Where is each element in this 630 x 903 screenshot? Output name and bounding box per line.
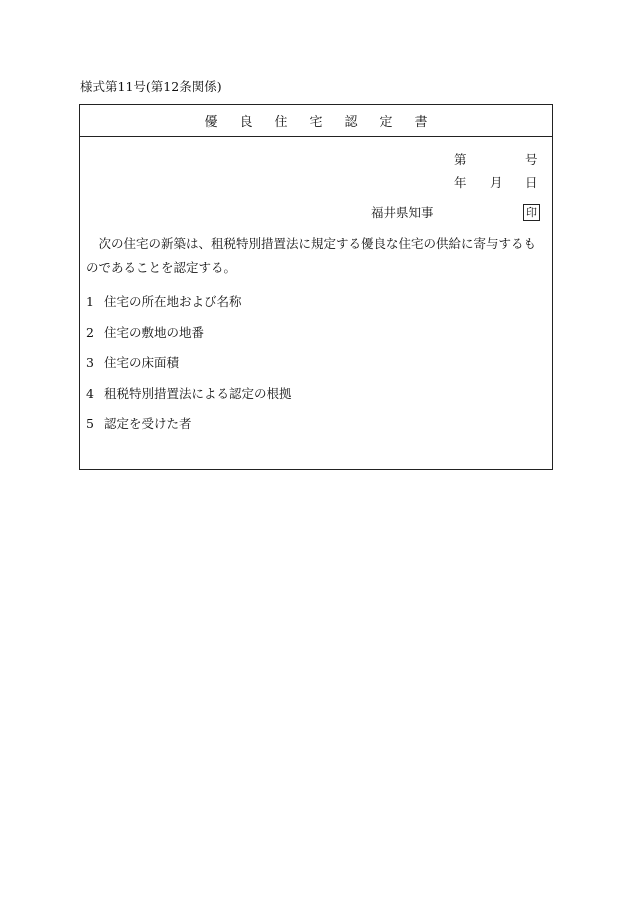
item-number: 4 (86, 385, 94, 401)
title-row (80, 105, 552, 137)
document-number-suffix: 号 (525, 152, 538, 167)
date-day: 日 (525, 175, 538, 190)
form-number: 様式第11号(第12条関係) (80, 79, 222, 94)
item-label: 租税特別措置法による認定の根拠 (104, 385, 292, 401)
item-label: 認定を受けた者 (104, 416, 192, 431)
certificate-frame (79, 104, 553, 470)
item-label: 住宅の床面積 (104, 355, 180, 370)
list-item (86, 294, 292, 325)
certificate-title: 優良住宅認定書 (204, 115, 450, 130)
document-number-prefix: 第 (454, 152, 467, 167)
item-number: 1 (86, 294, 94, 309)
item-number: 2 (86, 324, 94, 340)
list-item (86, 355, 292, 386)
item-number: 3 (86, 355, 94, 370)
item-list (86, 294, 292, 447)
item-label: 住宅の所在地および名称 (104, 294, 242, 309)
seal-mark: 印 (523, 204, 540, 221)
item-label: 住宅の敷地の地番 (104, 324, 205, 340)
list-item (86, 386, 292, 417)
date-month: 月 (490, 175, 503, 190)
certification-statement: 次の住宅の新築は、租税特別措置法に規定する優良な住宅の供給に寄与するものであることを認定する。 (86, 236, 537, 275)
list-item (86, 325, 292, 356)
list-item (86, 416, 292, 447)
issuer-name: 福井県知事 (371, 205, 434, 220)
item-number: 5 (86, 416, 94, 431)
date-year: 年 (454, 175, 467, 190)
